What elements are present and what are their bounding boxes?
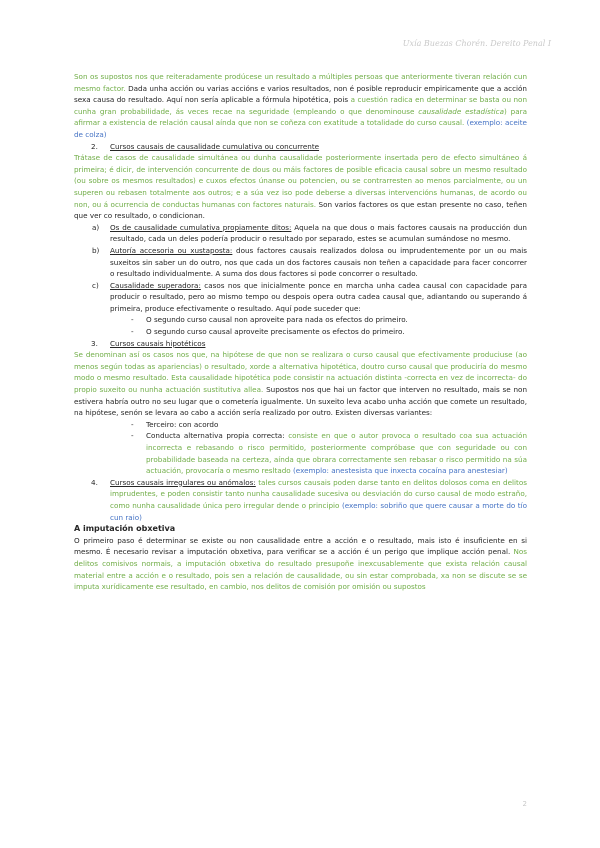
sublist-item-a bbox=[74, 222, 527, 245]
dash-marker: - bbox=[131, 315, 134, 325]
example-text: (exemplo: anestesista que inxecta cocaína para anestesiar) bbox=[290, 466, 508, 476]
example-text: (exemplo: sobriño que quere causar a morte do tío cun raio) bbox=[110, 500, 527, 522]
paragraph-cumulative bbox=[74, 152, 527, 222]
dash-item bbox=[74, 326, 527, 338]
sublist-text: casos nos que inicialmente ponce en marcha unha cadea causal con capacidade para producir o resultado, pero ao mismo tempo ou despois opera outra cadea causal que, adiantando ou superando á primeira, produce efectivamente o resultado. Aquí pode suceder que: bbox=[110, 280, 527, 313]
bullet-label: Terceiro: con acordo bbox=[146, 419, 219, 429]
text-green: Se denominan así os casos nos que, na hipótese de que non se realizara o curso causal que efectivamente produciuse (ao menos según todas as apariencias) o resultado, xorde a alternativa hipotética, doutro curso causal que produciría do mesmo modo o mesmo resultado. Esta causalidade hipotética pode consistir na actuación distinta -correcta en vez de incorrecta- do propio suxeito ou nunha actuación sustitutiva allea. bbox=[74, 350, 527, 395]
list-number: 3. bbox=[91, 338, 98, 348]
bullet-marker: - bbox=[131, 419, 134, 429]
bullet-item bbox=[74, 419, 527, 431]
sublist-text: Aquela na que dous o mais factores causais na producción dun resultado, cada un deles podería producir o resultado por separado, estes se acumulan sumándose no mesmo. bbox=[110, 222, 527, 244]
text-green: Nos delitos comisivos normais, a imputación obxetiva do resultado presupoñe inexcusablemente que exista relación causal material entre a acción e o resultado, pois sen a relación de causalidade, ou sin estar comprobada, xa non se discute se se imputa xurídicamente ese resultado, en cambio, nos delitos de comisión por omisión ou supostos bbox=[74, 547, 527, 592]
page-number: 2 bbox=[522, 800, 527, 808]
list-item-title: Cursos causais hipotéticos bbox=[110, 338, 206, 348]
text-green: Son os supostos nos que reiteradamente prodúcese un resultado a múltiples persoas que anteriormente tiveran relación cun mesmo factor. bbox=[74, 72, 527, 93]
paragraph-statistical-causality bbox=[74, 71, 527, 141]
list-item-text: tales cursos causais poden darse tanto en delitos dolosos coma en delitos imprudentes, e poden consistir tanto nunha causalidade sucesiva ou desviación do curso causal de modo estraño, como nunha causalidade única pero irregular dende o principio bbox=[110, 477, 527, 510]
bullet-item bbox=[74, 430, 527, 476]
dash-item bbox=[74, 314, 527, 326]
dash-marker: - bbox=[131, 327, 134, 337]
text-black: Supostos nos que hai un factor que interven no resultado, mais se non estivera habría outro no seu lugar que o cometería igualmente. Un suxeito leva acabo unha acción que comete un resultado, na hipótese, senón se levara ao cabo a acción sería realizado por outro. Existen diversas variantes: bbox=[74, 385, 528, 418]
list-number: 2. bbox=[91, 141, 98, 151]
text-black: Son varios factores os que estan presente no caso, teñen que ver co resultado, o condicionan. bbox=[74, 199, 527, 221]
example-text: (exemplo: aceite de colza) bbox=[74, 118, 527, 139]
sublist-item-b bbox=[74, 245, 527, 280]
list-item-hypothetical bbox=[74, 338, 527, 350]
sublist-letter: a) bbox=[92, 222, 100, 232]
text-green: a cuestión radica en determinar se basta ou non cunha gran probabilidade, ás veces recae na seguridade (empleando o que denominouse bbox=[74, 95, 527, 116]
text-green: ) para afirmar a existencia de relación causal aínda que non se coñeza con exatitude a totalidade do curso causal. bbox=[74, 106, 528, 128]
list-item-irregular bbox=[74, 477, 527, 523]
sublist-title: Autoría accesoria ou xustaposta: bbox=[110, 245, 233, 255]
sublist-letter: b) bbox=[92, 245, 100, 255]
bullet-text: consiste en que o autor provoca o resultado coa sua actuación incorrecta e rebasando o risco permitido, posteriormente compróbase que con seguridade ou con probabilidade baseada na certeza, aínda que obrara correctamente sen rebasar o risco permitido na súa actuación, provocaría o mesmo resltado bbox=[146, 431, 528, 476]
bullet-marker: - bbox=[131, 431, 134, 441]
sublist-letter: c) bbox=[92, 280, 99, 290]
section-heading: A imputación obxetiva bbox=[74, 524, 176, 534]
list-item-cumulative-causality bbox=[74, 141, 527, 153]
text-green-italic: causalidade estadística bbox=[418, 106, 504, 116]
paragraph-objective-imputation bbox=[74, 535, 527, 593]
page-header: Uxía Buezas Chorén. Dereito Penal I bbox=[402, 39, 551, 48]
bullet-label: Conducta alternativa propia correcta: bbox=[146, 431, 285, 441]
sublist-item-c bbox=[74, 280, 527, 315]
dash-text: O segundo curso causal aproveite precisamente os efectos do primeiro. bbox=[146, 327, 405, 337]
list-item-title: Cursos causais irregulares ou anómalos: bbox=[110, 477, 256, 487]
list-number: 4. bbox=[91, 477, 98, 487]
document-body bbox=[74, 71, 527, 593]
text-black: Dada unha acción ou varias accións e varios resultados, non é posible reproducir empiricamente que a acción sexa causa do resultado. Aquí non sería aplicable a fórmula hipotética, pois bbox=[74, 83, 527, 105]
list-item-title: Cursos causais de causalidade cumulativa ou concurrente bbox=[110, 141, 320, 151]
sublist-title: Causalidade superadora: bbox=[110, 280, 201, 290]
sublist-title: Os de causalidade cumulativa propiamente ditos: bbox=[110, 222, 292, 232]
dash-text: O segundo curso causal non aproveite para nada os efectos do primeiro. bbox=[146, 315, 408, 325]
text-green: Trátase de casos de causalidade simultánea ou dunha causalidade posteriormente insertada pero de efecto simultáneo á primeira; é dicir, de intervención concurrente de dous ou máis factores de posible eficacia causal sobre un mesmo resultado (ou sobre os mesmos resultados) e cuxos efectos únanse ou potencien, ou se contrarresten ao menos parcialmente, ou un superen ou rebasen totalmente aos outros; e a súa vez iso pode deberse a diversas intervencións humanas, de acordo ou non, ou á ocurrencia de conductas humanas con factores naturais. bbox=[74, 153, 527, 209]
paragraph-hypothetical bbox=[74, 349, 527, 419]
sublist-text: dous factores causais realizados dolosa ou imprudentemente por un ou mais suxeitos sin saber un do outro, nos que cada un dos factores causais non teñen a capacidade para facer concorrer o resultado individualmente. A suma dos dous factores si pode concorrer o resultado. bbox=[110, 245, 527, 279]
text-black: O primeiro paso é determinar se existe ou non causalidade entre a acción e o resultado, mais isto é insuficiente en si mesmo. É necesario revisar a imputación obxetiva, para verificar se a acción é un perigo que implique acción penal. bbox=[74, 535, 527, 557]
